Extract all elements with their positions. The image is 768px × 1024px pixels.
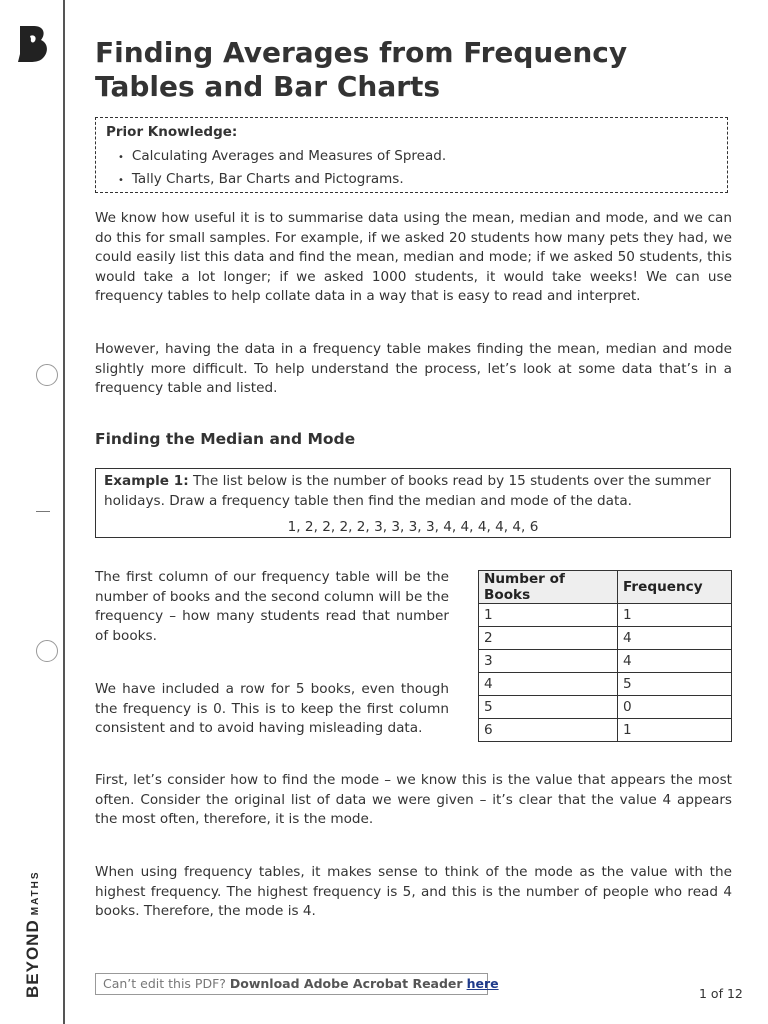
table-header-row	[479, 571, 732, 604]
intro-paragraph: We know how useful it is to summarise data using the mean, median and mode, and we can do this for small samples. For example, if we asked 20 students how many pets they had, we could easily list this data and find the mean, median and mode; if we asked 50 students, this would take a lot longer; if we asked 1000 students, it would take weeks! We can use frequency tables to help collate data in a way that is easy to read and interpret.	[95, 210, 732, 304]
cta-bold-text: Download Adobe Acrobat Reader	[229, 976, 463, 991]
page-number: 1 of 12	[699, 986, 743, 1001]
column-header: Number of Books	[479, 571, 618, 604]
table-cell: 5	[618, 673, 732, 696]
example-description	[104, 472, 722, 511]
table-cell: 2	[479, 627, 618, 650]
prior-knowledge-box	[95, 117, 728, 193]
beyond-logo-icon	[16, 24, 50, 64]
prior-knowledge-heading: Prior Knowledge:	[106, 124, 238, 140]
fold-mark	[36, 511, 50, 512]
table-row	[479, 604, 732, 627]
binder-hole	[36, 640, 58, 662]
acrobat-download-banner	[95, 973, 499, 995]
prior-knowledge-item: • Calculating Averages and Measures of Spread.	[118, 148, 717, 166]
side-paragraph: We have included a row for 5 books, even though the frequency is 0. This is to keep the first column consistent and to avoid having misleading data.	[95, 681, 449, 736]
table-row	[479, 696, 732, 719]
frequency-table	[478, 570, 732, 742]
page-title: Finding Averages from Frequency Tables and Bar Charts	[95, 36, 628, 103]
table-cell: 5	[479, 696, 618, 719]
intro-paragraph: However, having the data in a frequency table makes finding the mean, median and mode slightly more difficult. To help understand the process, let’s look at some data that’s in a frequency table and listed.	[95, 341, 732, 396]
table-cell: 3	[479, 650, 618, 673]
table-cell: 6	[479, 719, 618, 742]
example-label: Example 1:	[104, 473, 189, 489]
left-margin-line	[63, 0, 65, 1024]
table-row	[479, 719, 732, 742]
download-here-link[interactable]: here	[466, 976, 499, 991]
section-heading: Finding the Median and Mode	[95, 430, 356, 448]
table-cell: 1	[618, 719, 732, 742]
table-cell: 4	[618, 650, 732, 673]
brand-sub: MATHS	[30, 870, 41, 916]
table-row	[479, 627, 732, 650]
binder-hole	[36, 364, 58, 386]
side-paragraph: The first column of our frequency table will be the number of books and the second column will be the frequency – how many students read that number of books.	[95, 569, 449, 644]
column-header: Frequency	[618, 571, 732, 604]
mode-paragraph: When using frequency tables, it makes sense to think of the mode as the value with the highest frequency. The highest frequency is 5, and this is the number of people who read 4 books. Therefore, the mode is 4.	[95, 864, 732, 919]
cta-prefix: Can’t edit this PDF?	[103, 976, 226, 991]
table-cell: 0	[618, 696, 732, 719]
table-cell: 4	[618, 627, 732, 650]
prior-knowledge-list	[106, 148, 717, 189]
prior-knowledge-item: • Tally Charts, Bar Charts and Pictograms.	[118, 171, 717, 189]
brand-name: BEYOND	[23, 919, 42, 998]
brand-wordmark	[23, 870, 43, 998]
table-row	[479, 650, 732, 673]
table-cell: 1	[618, 604, 732, 627]
example-text: The list below is the number of books read by 15 students over the summer holidays. Draw a frequency table then find the median and mode of the data.	[104, 473, 711, 509]
example-box	[95, 468, 731, 538]
mode-paragraph: First, let’s consider how to find the mode – we know this is the value that appears the most often. Consider the original list of data we were given – it’s clear that the value 4 appears the most often, therefore, it is the mode.	[95, 772, 732, 827]
table-cell: 4	[479, 673, 618, 696]
table-cell: 1	[479, 604, 618, 627]
example-data-list: 1, 2, 2, 2, 2, 3, 3, 3, 3, 4, 4, 4, 4, 4, 6	[287, 519, 539, 535]
table-row	[479, 673, 732, 696]
